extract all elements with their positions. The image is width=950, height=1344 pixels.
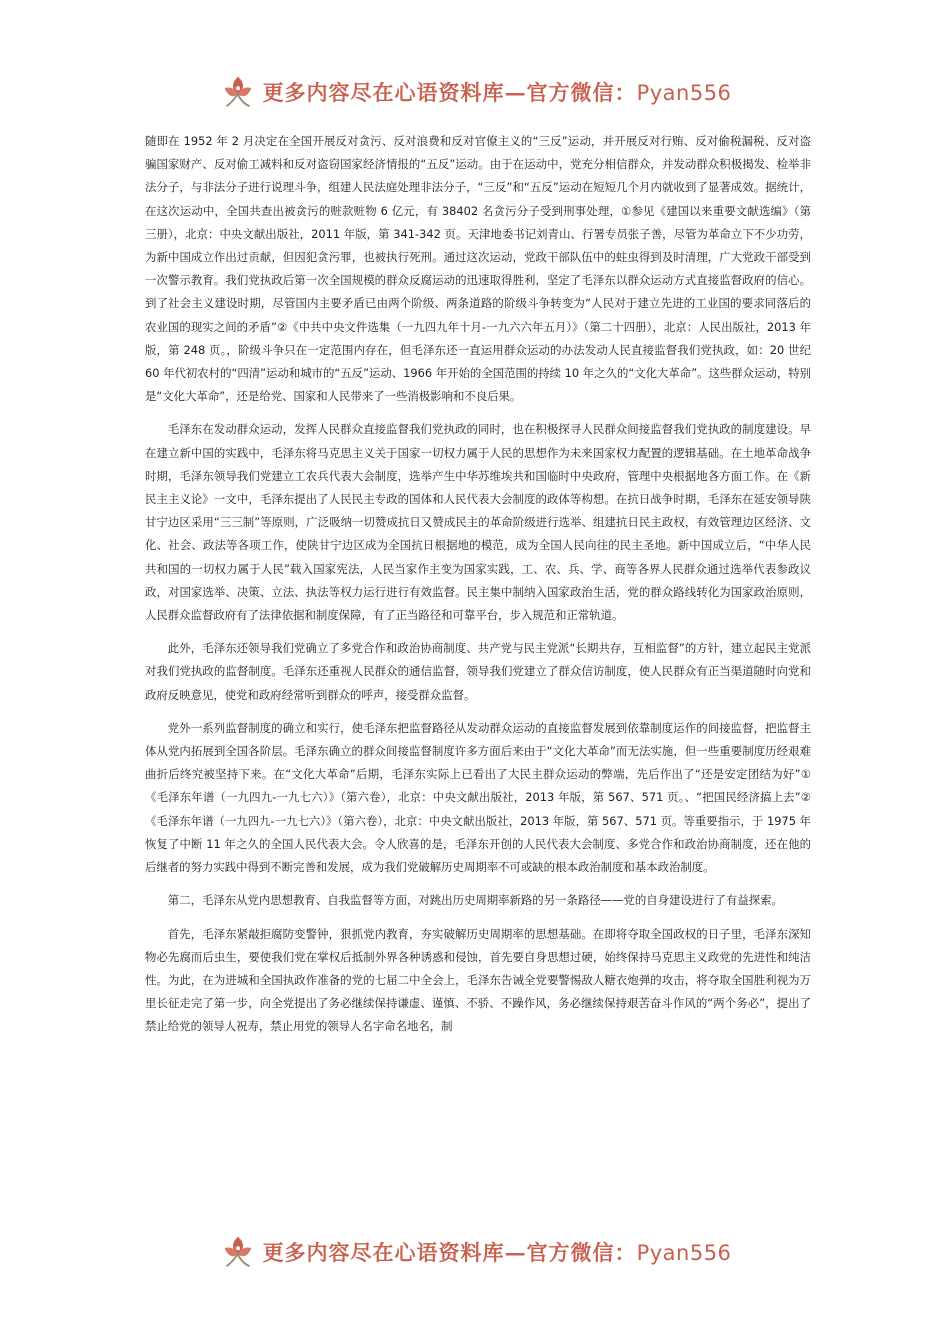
banner-sub-text: 官方微信： bbox=[526, 80, 637, 105]
document-body bbox=[145, 130, 811, 1049]
banner-dash: — bbox=[504, 80, 527, 105]
paragraph: 随即在 1952 年 2 月决定在全国开展反对贪污、反对浪费和反对官僚主义的“三反”运动，并开展反对行贿、反对偷税漏税、反对盗骗国家财产、反对偷工减料和反对盗窃国家经济情报的“五反”运动。由于在运动中，党充分相信群众，并发动群众积极揭发、检举非法分子，与非法分子进行说理斗争，组建人民法庭处理非法分子，“三反”和“五反”运动在短短几个月内就收到了显著成效。据统计，在这次运动中，全国共查出被贪污的赃款赃物 6 亿元，有 38402 名贪污分子受到刑事处理，①参见《建国以来重要文献选编》（第三册），北京：中央文献出版社，2011 年版，第 341-342 页。天津地委书记刘青山、行署专员张子善，尽管为革命立下不少功劳，为新中国成立作出过贡献，但因犯贪污罪，也被执行死刑。通过这次运动，党政干部队伍中的蛀虫得到及时清理，广大党政干部受到一次警示教育。我们党执政后第一次全国规模的群众反腐运动的迅速取得胜利，坚定了毛泽东以群众运动方式直接监督政府的信心。到了社会主义建设时期，尽管国内主要矛盾已由两个阶级、两条道路的阶级斗争转变为“人民对于建立先进的工业国的要求同落后的农业国的现实之间的矛盾”②《中共中央文件选集（一九四九年十月-一九六六年五月）》（第二十四册），北京：人民出版社，2013 年版，第 248 页。，阶级斗争只在一定范围内存在，但毛泽东还一直运用群众运动的办法发动人民直接监督我们党执政，如：20 世纪 60 年代初农村的“四清”运动和城市的“五反”运动、1966 年开始的全国范围的持续 10 年之久的“文化大革命”。这些群众运动，特别是“文化大革命”，还是给党、国家和人民带来了一些消极影响和不良后果。 bbox=[145, 134, 812, 404]
banner-main-text: 更多内容尽在心语资料库 bbox=[262, 1240, 505, 1265]
footer-banner bbox=[0, 1228, 950, 1276]
flower-logo-icon bbox=[219, 1233, 257, 1271]
paragraph: 党外一系列监督制度的确立和实行，使毛泽东把监督路径从发动群众运动的直接监督发展到依靠制度运作的间接监督，把监督主体从党内拓展到全国各阶层。毛泽东确立的群众间接监督制度许多方面后来由于“文化大革命”而无法实施，但一些重要制度历经艰难曲折后终究被坚持下来。在“文化大革命”后期，毛泽东实际上已看出了大民主群众运动的弊端，先后作出了“还是安定团结为好”①《毛泽东年谱（一九四九-一九七六）》（第六卷），北京：中央文献出版社，2013 年版，第 567、571 页。、“把国民经济搞上去”②《毛泽东年谱（一九四九-一九七六）》（第六卷），北京：中央文献出版社，2013 年版，第 567、571 页。等重要指示，于 1975 年恢复了中断 11 年之久的全国人民代表大会。令人欣喜的是，毛泽东开创的人民代表大会制度、多党合作和政治协商制度，还在他的后继者的努力实践中得到不断完善和发展，成为我们党破解历史周期率不可或缺的根本政治制度和基本政治制度。 bbox=[145, 720, 811, 875]
banner-sub-text: 官方微信： bbox=[526, 1240, 637, 1265]
banner-handle: Pyan556 bbox=[636, 81, 732, 105]
banner-text bbox=[263, 77, 732, 107]
banner-handle: Pyan556 bbox=[636, 1241, 732, 1265]
flower-logo-icon bbox=[219, 73, 257, 111]
paragraph: 第二，毛泽东从党内思想教育、自我监督等方面，对跳出历史周期率新路的另一条路径——党的自身建设进行了有益探索。 bbox=[167, 893, 783, 908]
banner-dash: — bbox=[504, 1240, 527, 1265]
header-banner bbox=[0, 68, 950, 116]
paragraph: 毛泽东在发动群众运动，发挥人民群众直接监督我们党执政的同时，也在积极探寻人民群众间接监督我们党执政的制度建设。早在建立新中国的实践中，毛泽东将马克思主义关于国家一切权力属于人民的思想作为未来国家权力配置的逻辑基础。在土地革命战争时期，毛泽东领导我们党建立工农兵代表大会制度，选举产生中华苏维埃共和国临时中央政府，管理中央根据地各方面工作。在《新民主主义论》一文中，毛泽东提出了人民民主专政的国体和人民代表大会制度的政体等构想。在抗日战争时期，毛泽东在延安领导陕甘宁边区采用“三三制”等原则，广泛吸纳一切赞成抗日又赞成民主的革命阶级进行选举、组建抗日民主政权，有效管理边区经济、文化、社会、政法等各项工作，使陕甘宁边区成为全国抗日根据地的模范，成为全国人民向往的民主圣地。新中国成立后，“中华人民共和国的一切权力属于人民”载入国家宪法，人民当家作主变为国家实践，工、农、兵、学、商等各界人民群众通过选举代表参政议政，对国家选举、决策、立法、执法等权力运行进行有效监督。民主集中制纳入国家政治生活，党的群众路线转化为国家政治原则，人民群众监督政府有了法律依据和制度保障，有了正当路径和可靠平台，步入规范和正常轨道。 bbox=[145, 422, 811, 623]
banner-text bbox=[263, 1237, 732, 1267]
paragraph: 首先，毛泽东紧敲拒腐防变警钟，狠抓党内教育，夯实破解历史周期率的思想基础。在即将夺取全国政权的日子里，毛泽东深知物必先腐而后虫生，要使我们党在掌权后抵制外界各种诱惑和侵蚀，首先要自身思想过硬，始终保持马克思主义政党的先进性和纯洁性。为此，在为进城和全国执政作准备的党的七届二中全会上，毛泽东告诫全党要警惕敌人糖衣炮弹的攻击，将夺取全国胜利视为万里长征走完了第一步，向全党提出了务必继续保持谦虚、谨慎、不骄、不躁作风，务必继续保持艰苦奋斗作风的“两个务必”，提出了禁止给党的领导人祝寿，禁止用党的领导人名字命名地名，制 bbox=[145, 926, 811, 1034]
banner-main-text: 更多内容尽在心语资料库 bbox=[262, 80, 505, 105]
paragraph: 此外，毛泽东还领导我们党确立了多党合作和政治协商制度、共产党与民主党派“长期共存，互相监督”的方针，建立起民主党派对我们党执政的监督制度。毛泽东还重视人民群众的通信监督，领导我们党建立了群众信访制度，使人民群众有正当渠道随时向党和政府反映意见，使党和政府经常听到群众的呼声，接受群众监督。 bbox=[145, 641, 811, 702]
